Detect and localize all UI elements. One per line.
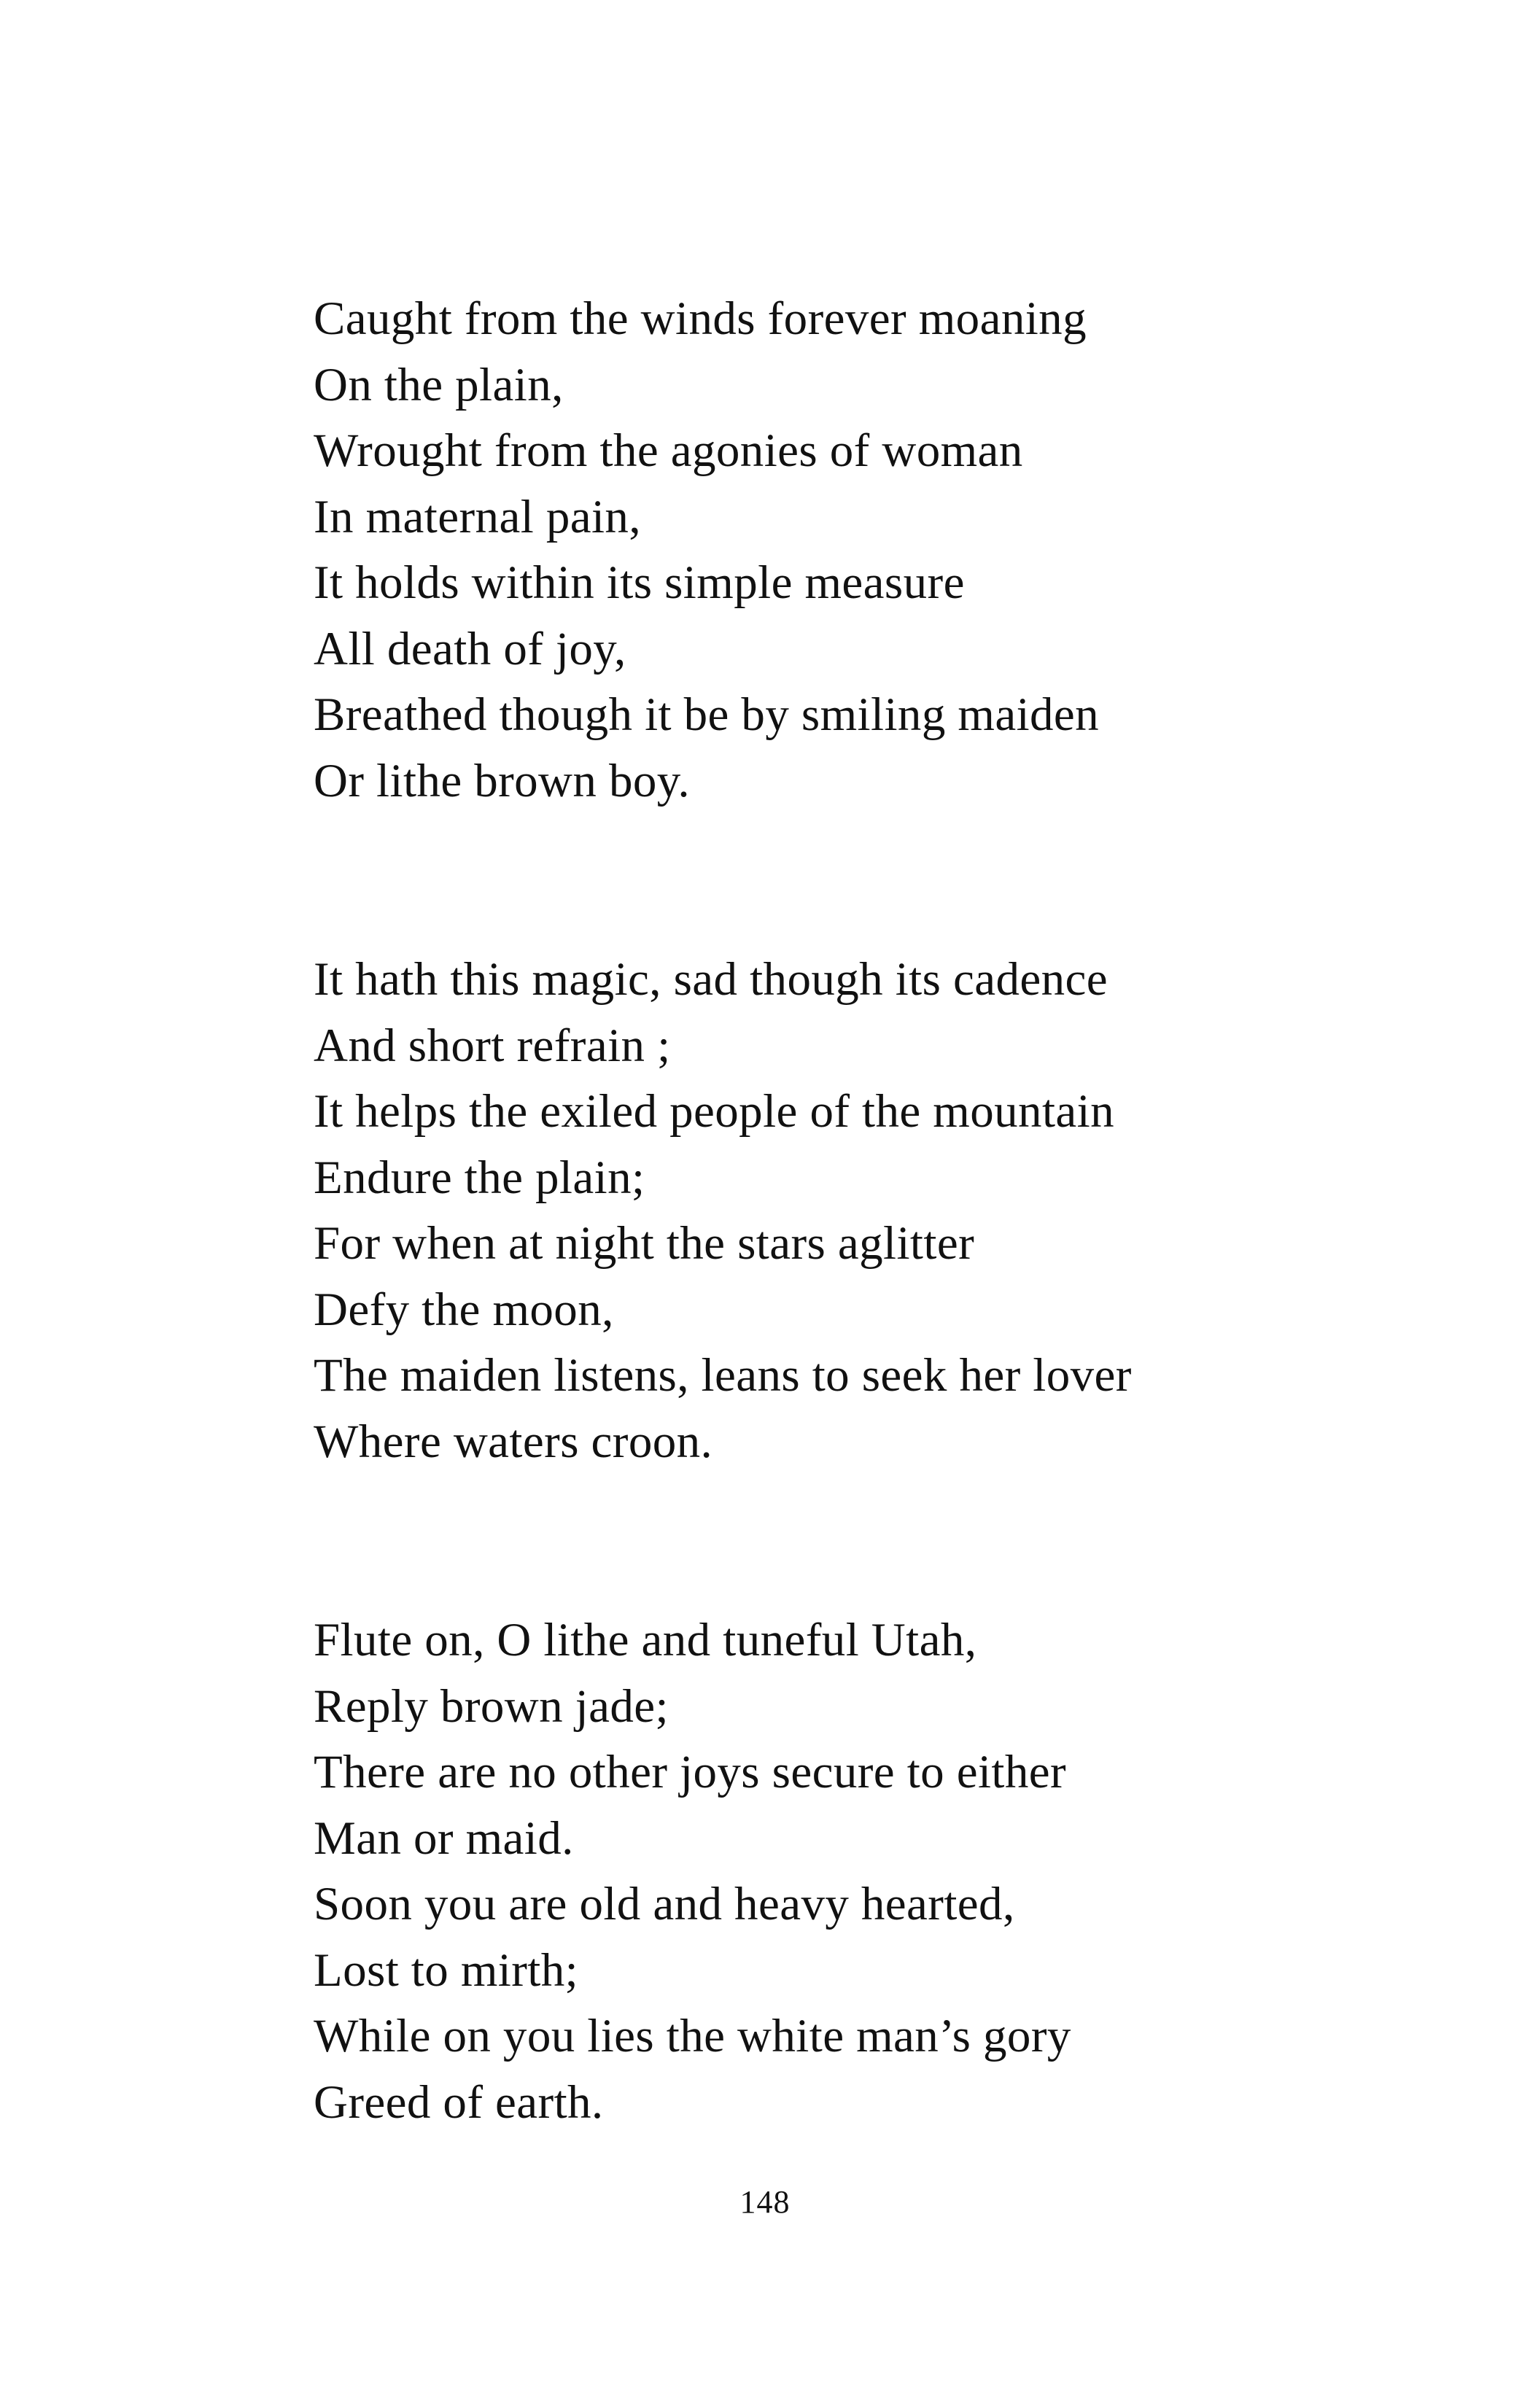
- poem-line: Reply brown jade;: [314, 1679, 669, 1733]
- poem-line: Where waters croon.: [314, 1415, 713, 1468]
- poem-line: It hath this magic, sad though its cadence: [314, 953, 1108, 1006]
- poem-line: Greed of earth.: [314, 2075, 604, 2129]
- poem-line: Man or maid.: [314, 1811, 574, 1865]
- poem-line: Wrought from the agonies of woman: [314, 424, 1023, 477]
- poem-line: Flute on, O lithe and tuneful Utah,: [314, 1614, 977, 1666]
- poem-line: Defy the moon,: [314, 1283, 614, 1336]
- poem-line: And short refrain ;: [314, 1019, 671, 1072]
- poem-line: Breathed though it be by smiling maiden: [314, 688, 1100, 741]
- poem-line: Soon you are old and heavy hearted,: [314, 1878, 1015, 1930]
- poem-text: [314, 286, 1451, 2268]
- stanza-2: [314, 947, 1451, 1475]
- poem-line: All death of joy,: [314, 622, 626, 675]
- poem-line: There are no other joys secure to either: [314, 1746, 1067, 1798]
- page-number: 148: [739, 2184, 791, 2220]
- poem-line: It helps the exiled people of the mountain: [314, 1085, 1115, 1138]
- stanza-3: [314, 1607, 1451, 2135]
- poem-line: For when at night the stars aglitter: [314, 1217, 975, 1270]
- poem-line: In maternal pain,: [314, 490, 641, 543]
- stanza-1: [314, 286, 1451, 814]
- poem-line: Caught from the winds forever moaning: [314, 292, 1087, 345]
- poem-line: Lost to mirth;: [314, 1943, 579, 1997]
- poem-line: Or lithe brown boy.: [314, 754, 691, 807]
- poem-line: Endure the plain;: [314, 1151, 645, 1204]
- poem-line: While on you lies the white man’s gory: [314, 2010, 1071, 2062]
- poem-line: The maiden listens, leans to seek her lover: [314, 1349, 1132, 1402]
- poem-line: On the plain,: [314, 358, 564, 411]
- poem-line: It holds within its simple measure: [314, 556, 965, 609]
